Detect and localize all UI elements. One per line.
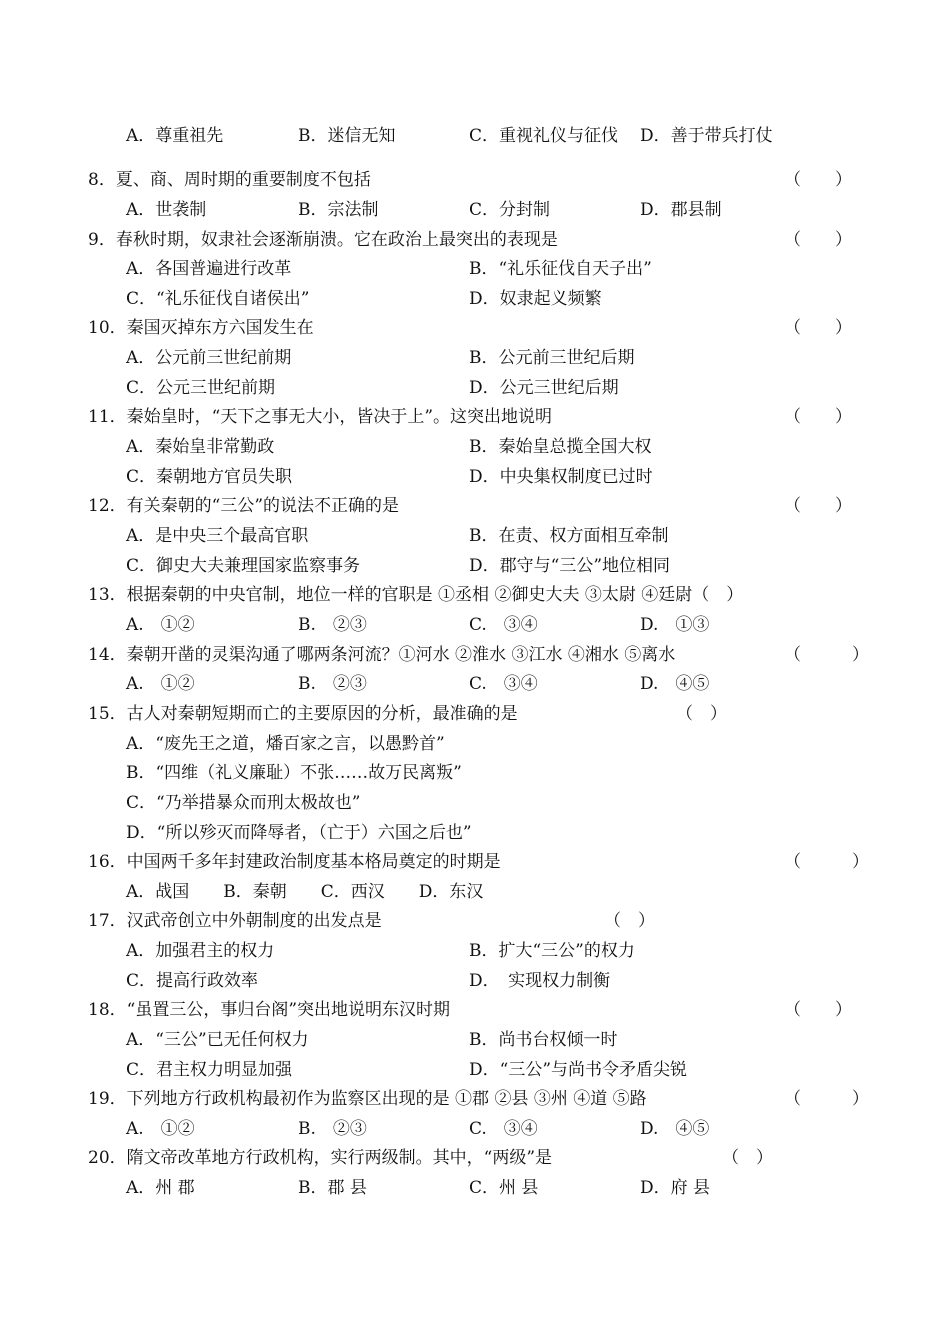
q20-option-a: A．州 郡 [126, 1178, 195, 1198]
q7-option-a: A．尊重祖先 [126, 126, 224, 146]
q8-option-c: C．分封制 [469, 200, 551, 220]
q15-option-b: B．“四维（礼义廉耻）不张……故万民离叛” [126, 763, 462, 783]
q12-option-c: C．御史大夫兼理国家监察事务 [126, 556, 361, 576]
q11-option-c: C．秦朝地方官员失职 [126, 467, 293, 487]
q20-stem: 20．隋文帝改革地方行政机构，实行两级制。其中，“两级”是 [88, 1148, 553, 1168]
q9-option-b: B．“礼乐征伐自天子出” [469, 259, 652, 279]
q18-option-d: D．“三公”与尚书令矛盾尖锐 [469, 1060, 688, 1080]
q8-option-d: D．郡县制 [640, 200, 722, 220]
q12-option-d: D．郡守与“三公”地位相同 [469, 556, 671, 576]
q20-option-c: C．州 县 [469, 1178, 539, 1198]
q20-answer-paren: （ ） [722, 1148, 773, 1168]
q11-stem: 11．秦始皇时，“天下之事无大小，皆决于上”。这突出地说明 [88, 407, 553, 427]
q15-option-d: D．“所以殄灭而降辱者，（亡于）六国之后也” [126, 823, 472, 843]
q14-stem: 14．秦朝开凿的灵渠沟通了哪两条河流？①河水 ②淮水 ③江水 ④湘水 ⑤离水 [88, 645, 676, 665]
q18-option-a: A．“三公”已无任何权力 [126, 1030, 309, 1050]
q18-stem: 18．“虽置三公，事归台阁”突出地说明东汉时期 [88, 1000, 451, 1020]
q12-answer-paren: （ ） [784, 496, 852, 516]
q8-answer-paren: （ ） [784, 170, 852, 190]
q19-option-d: D. ④⑤ [640, 1119, 710, 1139]
q10-option-b: B．公元前三世纪后期 [469, 348, 635, 368]
q13-option-d: D. ①③ [640, 615, 710, 635]
q7-option-b: B．迷信无知 [298, 126, 396, 146]
q17-option-a: A．加强君主的权力 [126, 941, 275, 961]
q19-option-b: B. ②③ [298, 1119, 367, 1139]
q18-option-b: B．尚书台权倾一时 [469, 1030, 618, 1050]
q10-answer-paren: （ ） [784, 318, 852, 338]
q9-option-c: C．“礼乐征伐自诸侯出” [126, 289, 310, 309]
q16-stem: 16．中国两千多年封建政治制度基本格局奠定的时期是 [88, 852, 501, 872]
q19-answer-paren: （ ） [784, 1089, 869, 1109]
q8-option-b: B．宗法制 [298, 200, 379, 220]
q14-option-c: C. ③④ [469, 674, 538, 694]
q8-option-a: A．世袭制 [126, 200, 207, 220]
q19-option-a: A. ①② [126, 1119, 195, 1139]
q15-option-a: A．“废先王之道，燔百家之言，以愚黔首” [126, 734, 445, 754]
q10-option-a: A．公元前三世纪前期 [126, 348, 292, 368]
q14-option-b: B. ②③ [298, 674, 367, 694]
q11-option-b: B．秦始皇总揽全国大权 [469, 437, 652, 457]
q7-option-c: C．重视礼仪与征伐 [469, 126, 619, 146]
q9-option-a: A．各国普遍进行改革 [126, 259, 292, 279]
q13-option-c: C. ③④ [469, 615, 538, 635]
q14-option-d: D. ④⑤ [640, 674, 710, 694]
q17-option-d: D． 实现权力制衡 [469, 971, 611, 991]
q12-stem: 12．有关秦朝的“三公”的说法不正确的是 [88, 496, 400, 516]
q17-option-c: C．提高行政效率 [126, 971, 259, 991]
q10-option-d: D．公元三世纪后期 [469, 378, 619, 398]
q11-option-d: D．中央集权制度已过时 [469, 467, 653, 487]
q15-answer-paren: （ ） [676, 704, 727, 724]
q9-stem: 9．春秋时期，奴隶社会逐渐崩溃。它在政治上最突出的表现是 [88, 230, 558, 250]
q16-answer-paren: （ ） [784, 852, 869, 872]
q14-answer-paren: （ ） [784, 645, 869, 665]
q10-stem: 10．秦国灭掉东方六国发生在 [88, 318, 314, 338]
q9-answer-paren: （ ） [784, 230, 852, 250]
q18-answer-paren: （ ） [784, 1000, 852, 1020]
q19-option-c: C. ③④ [469, 1119, 538, 1139]
q11-option-a: A．秦始皇非常勤政 [126, 437, 275, 457]
q13-option-a: A. ①② [126, 615, 195, 635]
q16-options: A．战国 B．秦朝 C．西汉 D．东汉 [126, 882, 484, 902]
q12-option-b: B．在责、权方面相互牵制 [469, 526, 669, 546]
q10-option-c: C．公元三世纪前期 [126, 378, 276, 398]
q7-option-d: D．善于带兵打仗 [640, 126, 773, 146]
q9-option-d: D．奴隶起义频繁 [469, 289, 602, 309]
q13-stem: 13．根据秦朝的中央官制，地位一样的官职是 ①丞相 ②御史大夫 ③太尉 ④廷尉（ ） [88, 585, 744, 605]
q8-stem: 8．夏、商、周时期的重要制度不包括 [88, 170, 371, 190]
q14-option-a: A. ①② [126, 674, 195, 694]
q17-option-b: B．扩大“三公”的权力 [469, 941, 635, 961]
q17-stem: 17．汉武帝创立中外朝制度的出发点是 [88, 911, 382, 931]
q20-option-b: B．郡 县 [298, 1178, 367, 1198]
q20-option-d: D．府 县 [640, 1178, 711, 1198]
q13-option-b: B. ②③ [298, 615, 367, 635]
q11-answer-paren: （ ） [784, 407, 852, 427]
q12-option-a: A．是中央三个最高官职 [126, 526, 309, 546]
q15-option-c: C．“乃举措暴众而刑太极故也” [126, 793, 361, 813]
q17-answer-paren: （ ） [604, 911, 655, 931]
q15-stem: 15．古人对秦朝短期而亡的主要原因的分析，最准确的是 [88, 704, 518, 724]
q18-option-c: C．君主权力明显加强 [126, 1060, 293, 1080]
q19-stem: 19．下列地方行政机构最初作为监察区出现的是 ①郡 ②县 ③州 ④道 ⑤路 [88, 1089, 647, 1109]
